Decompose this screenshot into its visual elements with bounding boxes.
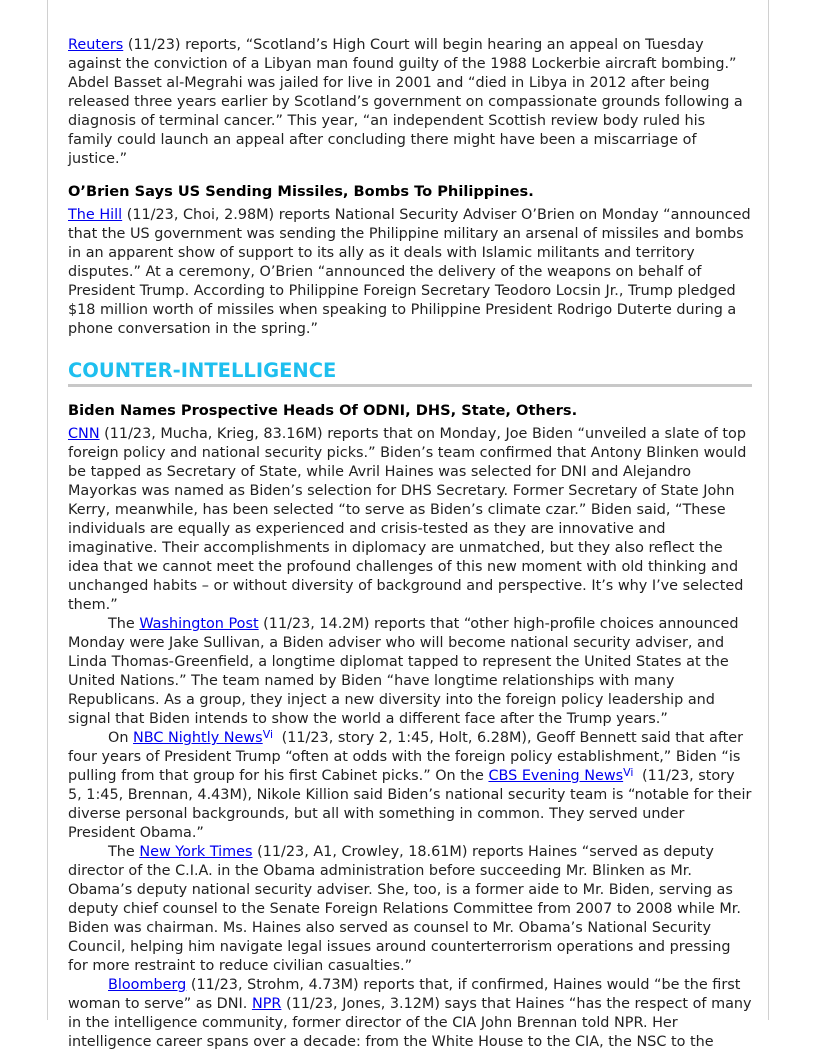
paragraph-text: (11/23, Jones, 3.12M) says that Haines “has the respect of many in the intelligence community, former director of the CIA John Brennan told NPR. Her intelligence career spans over a decade: from the White House to the CIA, the NSC to the (68, 996, 752, 1050)
paragraph-text: The (108, 616, 140, 632)
paragraph-text: (11/23) reports, “Scotland’s High Court will begin hearing an appeal on Tuesday against the conviction of a Libyan man found guilty of the 1988 Lockerbie aircraft bombing.” Abdel Basset al-Megrahi was jailed for live in 2001 and “died in Libya in 2012 after being released three years earlier by Scotland’s government on compassionate grounds following a diagnosis of terminal cancer.” This year, “an independent Scottish review body ruled his family could launch an appeal after concluding there might have been a miscarriage of justice.” (68, 37, 743, 167)
paragraph-text: On (108, 730, 134, 746)
video-icon[interactable]: Vi (623, 766, 634, 779)
source-link[interactable]: New York Times (139, 844, 253, 860)
video-icon[interactable]: Vi (262, 728, 274, 741)
paragraph-text: (11/23, Mucha, Krieg, 83.16M) reports that on Monday, Joe Biden “unveiled a slate of top foreign policy and national security picks.” Biden’s team confirmed that Antony Blinken would be tapped as Secretary of State, while Avril Haines was selected for DNI and Alejandro Mayorkas was named as Biden’s selection for DHS Secretary. Former Secretary of State John Kerry, meanwhile, has been selected “to serve as Biden’s climate czar.” Biden said, “These individuals are equally as experienced and crisis-tested as they are innovative and imaginative. Their accomplishments in diplomacy are unmatched, but they also reflect the idea that we cannot meet the profound challenges of this new moment with old thinking and unchanged habits – or without diversity of background and perspective. It’s why I’ve selected them.” (68, 426, 747, 613)
paragraph-text: (11/23, A1, Crowley, 18.61M) reports Haines “served as deputy director of the C.I.A. in the Obama administration before succeeding Mr. Blinken as Mr. Obama’s deputy national security adviser. She, too, is a former aide to Mr. Biden, serving as deputy chief counsel to the Senate Foreign Relations Committee from 2007 to 2008 while Mr. Biden was chairman. Ms. Haines also served as counsel to Mr. Obama’s National Security Council, helping him navigate legal issues around counterterrorism operations and pressing for more restraint to reduce civilian casualties.” (68, 844, 741, 974)
paragraph-text: (11/23, Choi, 2.98M) reports National Security Adviser O’Brien on Monday “announced that the US government was sending the Philippine military an arsenal of missiles and bombs in an apparent show of support to its ally as it deals with Islamic militants and territory disputes.” At a ceremony, O’Brien “announced the delivery of the weapons on behalf of President Trump. According to Philippine Foreign Secretary Teodoro Locsin Jr., Trump pledged $18 million worth of missiles when speaking to Philippine President Rodrigo Duterte during a phone conversation in the spring.” (68, 207, 751, 337)
article-paragraph (68, 36, 752, 169)
article-paragraph (68, 843, 752, 976)
article-headline: Biden Names Prospective Heads Of ODNI, DHS, State, Others. (68, 402, 578, 419)
source-link[interactable]: CBS Evening News (488, 768, 624, 784)
source-link[interactable]: NBC Nightly News (133, 730, 263, 746)
article-headline: O’Brien Says US Sending Missiles, Bombs To Philippines. (68, 183, 534, 200)
article-paragraph (68, 976, 752, 1052)
article-paragraph (68, 615, 752, 729)
paragraph-text: (11/23, story 2, 1:45, Holt, 6.28M), Geoff Bennett said that after four years of President Trump “often at odds with the foreign policy establishment,” Biden “is pulling from that group for his first Cabinet picks.” On the (68, 730, 744, 784)
source-link[interactable]: Bloomberg (108, 977, 187, 993)
source-link[interactable]: CNN (68, 426, 100, 442)
source-link[interactable]: Washington Post (139, 616, 259, 632)
paragraph-text: (11/23, story 5, 1:45, Brennan, 4.43M), Nikole Killion said Biden’s national security team is “notable for their diverse personal backgrounds, but all with something in common. They served under President Obama.” (68, 768, 752, 841)
document-body (68, 36, 752, 1052)
source-link[interactable]: NPR (251, 996, 282, 1012)
source-link[interactable]: Reuters (68, 37, 124, 53)
article-paragraph (68, 729, 752, 843)
article-paragraph (68, 206, 752, 339)
paragraph-text: The (108, 844, 140, 860)
source-link[interactable]: The Hill (68, 207, 123, 223)
section-heading: COUNTER-INTELLIGENCE (68, 359, 752, 387)
paragraph-text: (11/23, 14.2M) reports that “other high-profile choices announced Monday were Jake Sullivan, a Biden adviser who will become national security adviser, and Linda Thomas-Greenfield, a longtime diplomat tapped to represent the United States at the United Nations.” The team named by Biden “have longtime relationships with many Republicans. As a group, they inject a new diversity into the foreign policy leadership and signal that Biden intends to show the world a different face after the Trump years.” (68, 616, 739, 727)
paragraph-text: (11/23, Strohm, 4.73M) reports that, if confirmed, Haines would “be the first woman to serve” as DNI. (68, 977, 741, 1012)
article-paragraph (68, 425, 752, 615)
